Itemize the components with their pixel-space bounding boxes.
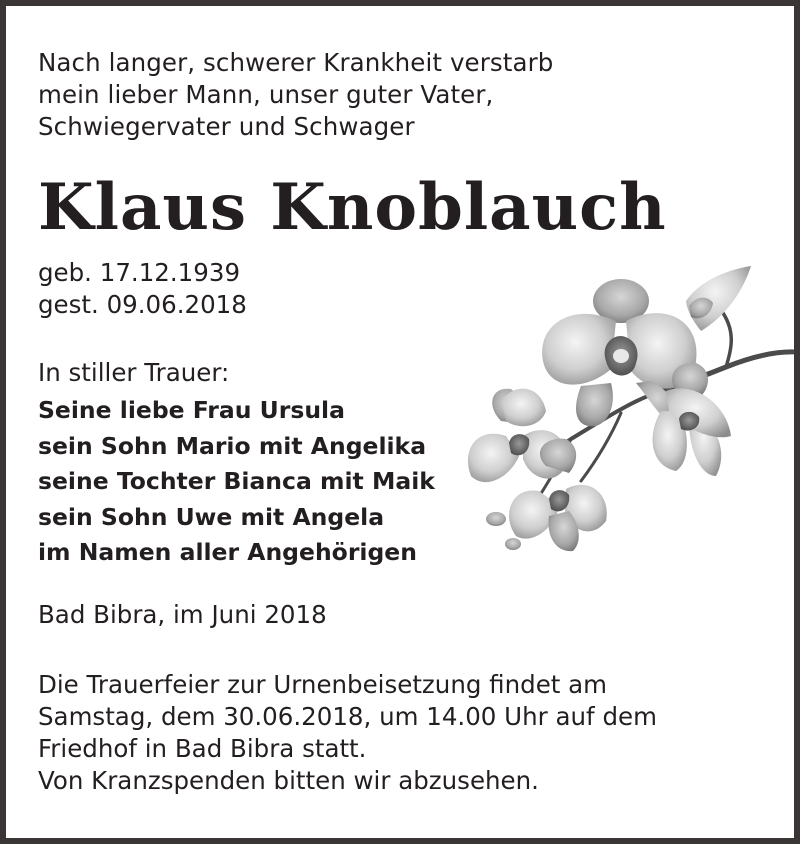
family-member: sein Sohn Mario mit Angelika xyxy=(38,431,427,460)
intro-line: Schwiegervater und Schwager xyxy=(38,112,415,141)
notice-line: Von Kranzspenden bitten wir abzusehen. xyxy=(38,766,539,795)
family-member: sein Sohn Uwe mit Angela xyxy=(38,502,385,531)
orchid-branch-image xyxy=(461,261,800,561)
place-date: Bad Bibra, im Juni 2018 xyxy=(38,600,327,629)
birth-date: geb. 17.12.1939 xyxy=(38,258,241,287)
family-member: im Namen aller Angehörigen xyxy=(38,538,417,566)
notice-line: Samstag, dem 30.06.2018, um 14.00 Uhr auf dem xyxy=(38,702,657,731)
life-dates xyxy=(38,257,247,321)
orchid-bud xyxy=(686,266,751,331)
funeral-notice xyxy=(38,669,657,797)
notice-line: Friedhof in Bad Bibra statt. xyxy=(38,734,367,763)
intro-text xyxy=(38,47,553,143)
deceased-name: Klaus Knoblauch xyxy=(38,170,667,245)
mourning-label: In stiller Trauer: xyxy=(38,358,230,387)
family-list xyxy=(38,393,435,571)
orchid-flower-left xyxy=(468,389,567,482)
notice-line: Die Trauerfeier zur Urnenbeisetzung findet am xyxy=(38,670,608,699)
intro-line: mein lieber Mann, unser guter Vater, xyxy=(38,80,494,109)
intro-line: Nach langer, schwerer Krankheit verstarb xyxy=(38,48,554,77)
family-member: Seine liebe Frau Ursula xyxy=(38,396,345,424)
family-member: seine Tochter Bianca mit Maik xyxy=(38,467,435,495)
death-date: gest. 09.06.2018 xyxy=(38,290,247,319)
